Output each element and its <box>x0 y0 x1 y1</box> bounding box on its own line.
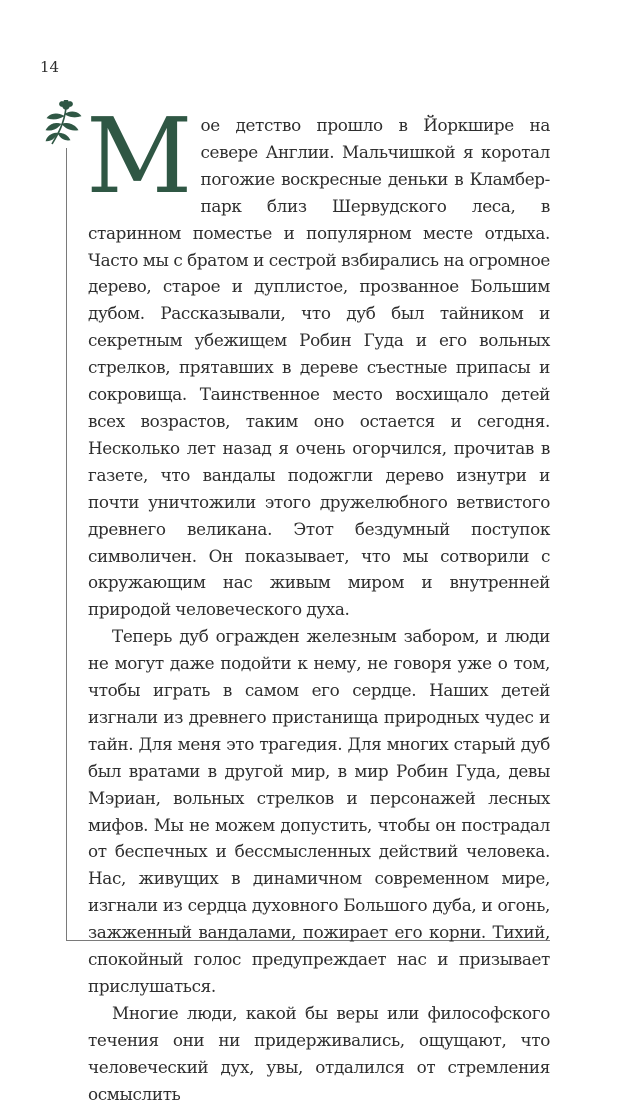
paragraph-text: ое детство прошло в Йоркшире на севере Англии. Мальчишкой я коротал погожие воскресные деньки в Кламбер-парк близ Шервудского леса, в старинном поместье и популярном месте отдыха. Часто мы с братом и сестрой взбирались на огромное дерево, старое и дуплистое, прозванное Большим дубом. Рассказывали, что дуб был тайником и секретным убежищем Робин Гуда и его вольных стрелков, прятавших в дереве съестные припасы и сокровища. Таинственное место восхищало детей всех возрастов, таким оно остается и сегодня. Несколько лет назад я очень огорчился, прочитав в газете, что вандалы подожгли дерево изнутри и почти уничтожили этого дружелюбного ветвистого древнего великана. Этот бездумный поступок символичен. Он показывает, что мы сотворили с окружающим нас живым миром и внутренней природой человеческого духа. <box>88 115 550 620</box>
page-number: 14 <box>40 58 60 76</box>
margin-rule-vertical <box>66 148 67 940</box>
paragraph <box>86 95 550 623</box>
paragraph: Теперь дуб огражден железным забором, и люди не могут даже подойти к нему, не говоря уже о том, чтобы играть в самом его сердце. Наших детей изгнали из древнего пристанища природных чудес и тайн. Для меня это трагедия. Для многих старый дуб был вратами в другой мир, в мир Робин Гуда, девы Мэриан, вольных стрелков и персонажей лесных мифов. Мы не можем допустить, чтобы он пострадал от беспечных и бессмысленных действий человека. Нас, живущих в динамичном современном мире, изгнали из сердца духовного Большого дуба, и огонь, зажженный вандалами, пожирает его корни. Тихий, спокойный голос предупреждает нас и призывает прислушаться. <box>88 626 550 996</box>
flower-sprig-icon <box>44 100 84 146</box>
drop-cap: М <box>86 95 193 217</box>
paragraph: Многие люди, какой бы веры или философского течения они ни придерживались, ощущают, что человеческий дух, увы, отдалился от стремления осмыслить <box>88 1002 550 1104</box>
body-text <box>86 95 550 1108</box>
